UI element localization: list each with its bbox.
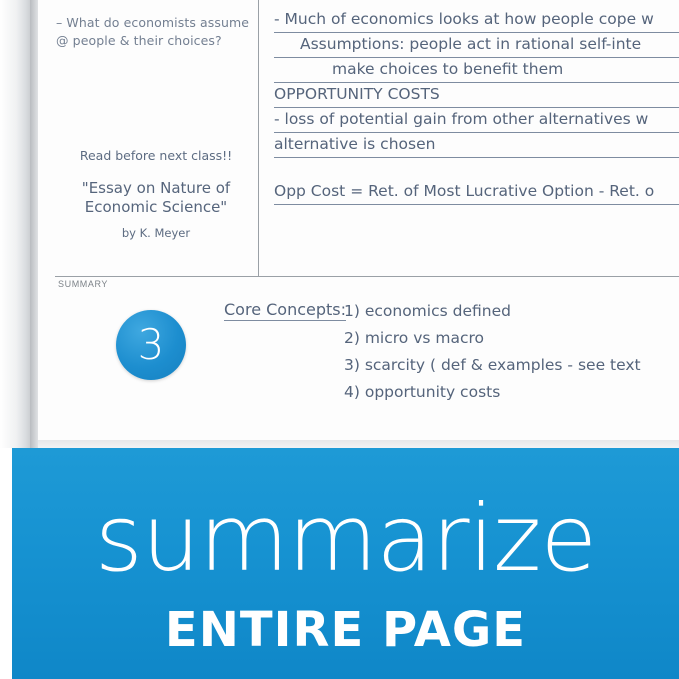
summarize-banner [12,448,679,679]
reading-reminder: Read before next class!! [79,148,233,163]
core-concept-item-2: 2) micro vs macro [344,329,485,347]
banner-left-margin [0,448,12,679]
cornell-vertical-rule [258,0,259,276]
cue-column [56,14,252,50]
note-line-7: Opp Cost = Ret. of Most Lucrative Option - Ret. o [274,180,679,205]
essay-title-line-2: Economic Science" [84,198,228,216]
banner-content [12,448,679,679]
cue-question-line-2: @ people & their choices? [56,33,222,48]
summary-number-badge: 3 [116,310,186,380]
cue-question-line-1: – What do economists assume [56,15,250,30]
core-concept-item-1: 1) economics defined [344,302,511,320]
essay-title-line-1: "Essay on Nature of [81,179,231,197]
essay-author: by K. Meyer [121,226,191,240]
core-concepts-list [344,298,679,406]
core-concept-item-3: 3) scarcity ( def & examples - see text [344,356,641,374]
notes-column [274,8,679,205]
cornell-horizontal-rule [55,276,679,277]
reading-assignment-block [56,148,256,240]
note-line-3: make choices to benefit them [274,58,679,83]
banner-title: summarize [94,485,597,592]
note-line-4: OPPORTUNITY COSTS [274,83,679,108]
banner-subtitle: ENTIRE PAGE [164,602,527,658]
note-line-6: alternative is chosen [274,133,679,158]
core-concept-item-4: 4) opportunity costs [344,383,501,401]
note-line-5: - loss of potential gain from other alternatives w [274,108,679,133]
core-concepts-label: Core Concepts: [224,300,347,319]
summary-section-label: SUMMARY [58,279,109,289]
note-line-2: Assumptions: people act in rational self-inte [274,33,679,58]
summary-area [56,292,676,437]
note-line-1: - Much of economics looks at how people cope w [274,8,679,33]
note-gap [274,158,679,180]
